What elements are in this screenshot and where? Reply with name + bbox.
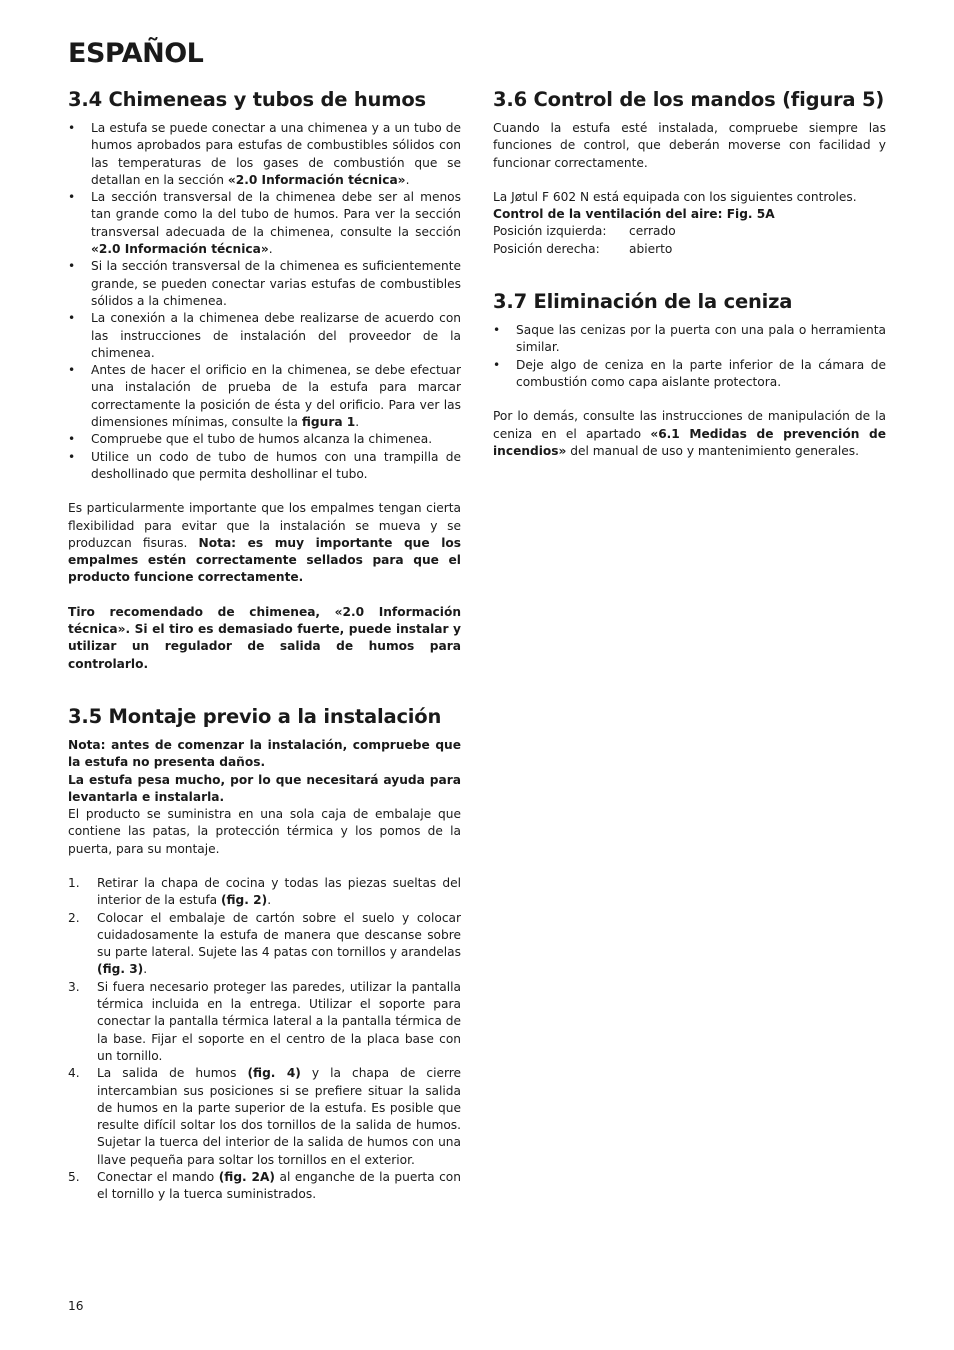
- package-contents-paragraph: El producto se suministra en una sola caja de embalaje que contiene las patas, la protección térmica y los pomos de la puerta, para su montaje.: [68, 807, 461, 856]
- list-item: • Utilice un codo de tubo de humos con una trampilla de deshollinado que permita deshollinar el tubo.: [68, 449, 461, 484]
- position-label: Posición izquierda:: [493, 224, 607, 239]
- position-value: abierto: [629, 241, 673, 256]
- list-item: 2. Colocar el embalaje de cartón sobre el suelo y colocar cuidadosamente la estufa de manera que descanse sobre su parte lateral. Sujete las 4 patas con tornillos y arandelas (fig. 3).: [68, 910, 461, 977]
- connection-flexibility-paragraph: Es particularmente importante que los empalmes tengan cierta flexibilidad para evitar que la instalación se mueva y se produzcan fisuras. Nota: es muy importante que los empalmes estén correctamente sellados para que el producto funcione correctamente.: [68, 501, 462, 585]
- position-row-right: [493, 241, 886, 258]
- weight-note: La estufa pesa mucho, por lo que necesitará ayuda para levantarla e instalarla.: [68, 772, 461, 804]
- air-control-title: Control de la ventilación del aire: Fig. 5A: [493, 207, 775, 222]
- controls-intro-paragraph: La Jøtul F 602 N está equipada con los siguientes controles.: [493, 189, 857, 204]
- list-item: • La estufa se puede conectar a una chimenea y a un tubo de humos aprobados para estufas de combustibles sólidos con las temperaturas de los gases de combustión que se detallan en la sección «2.0 Información técnica».: [68, 120, 461, 189]
- right-column: [493, 86, 886, 460]
- section-3-5-title: 3.5 Montaje previo a la instalación: [68, 704, 442, 728]
- list-item: • Si la sección transversal de la chimenea es suficientemente grande, se pueden conectar varias estufas de combustibles sólidos a la chimenea.: [68, 258, 461, 310]
- list-item: 5. Conectar el mando (fig. 2A) al enganche de la puerta con el tornillo y la tuerca suministrados.: [68, 1170, 461, 1202]
- list-item: 3. Si fuera necesario proteger las paredes, utilizar la pantalla térmica incluida en la entrega. Utilizar el soporte para conectar la pantalla térmica lateral a la pantalla térmica de la base. Fijar el soporte en el centro de la placa base con un tornillo.: [68, 979, 461, 1063]
- page-language-heading: ESPAÑOL: [68, 38, 204, 69]
- ash-handling-paragraph: Por lo demás, consulte las instrucciones de manipulación de la ceniza en el apartado «6.1 Medidas de prevención de incendios» del manual de uso y mantenimiento generales.: [493, 409, 886, 458]
- section-3-4-title: 3.4 Chimeneas y tubos de humos: [68, 88, 426, 111]
- recommended-draft-paragraph: Tiro recomendado de chimenea, «2.0 Información técnica». Si el tiro es demasiado fuerte, puede instalar y utilizar un regulador de salida de humos para controlarlo.: [68, 604, 461, 671]
- list-item: • La conexión a la chimenea debe realizarse de acuerdo con las instrucciones de instalación del proveedor de la chimenea.: [68, 310, 461, 362]
- list-item: • Antes de hacer el orificio en la chimenea, se debe efectuar una instalación de prueba de la estufa para marcar correctamente la posición de ésta y del orificio. Para ver las dimensiones mínimas, consulte la figura 1.: [68, 362, 461, 431]
- position-label: Posición derecha:: [493, 241, 600, 256]
- ash-bullet-list: [493, 322, 886, 391]
- damage-note: Nota: antes de comenzar la instalación, compruebe que la estufa no presenta daños.: [68, 737, 461, 770]
- left-column: [68, 86, 461, 1204]
- list-item: 1. Retirar la chapa de cocina y todas las piezas sueltas del interior de la estufa (fig. 2).: [68, 875, 461, 908]
- section-3-7-title: 3.7 Eliminación de la ceniza: [493, 290, 793, 314]
- chimney-bullet-list: [68, 120, 461, 483]
- list-item: • Saque las cenizas por la puerta con una pala o herramienta similar.: [493, 322, 886, 357]
- list-item: • Compruebe que el tubo de humos alcanza la chimenea.: [68, 431, 461, 448]
- position-value: cerrado: [629, 224, 676, 239]
- controls-check-paragraph: Cuando la estufa esté instalada, compruebe siempre las funciones de control, que deberán moverse con facilidad y funcionar correctamente.: [493, 121, 886, 170]
- page-number: 16: [68, 1299, 84, 1313]
- list-item: • La sección transversal de la chimenea debe ser al menos tan grande como la del tubo de humos. Para ver la sección transversal adecuada de la chimenea, consulte la sección «2.0 Información técnica».: [68, 189, 461, 258]
- position-row-left: [493, 223, 886, 240]
- list-item: 4. La salida de humos (fig. 4) y la chapa de cierre intercambian sus posiciones si se prefiere situar la salida de humos en la parte superior de la estufa. Es posible que resulte difícil soltar los dos tornillos de la salida de humos. Sujetar la tuerca del interior de la salida de humos con una llave pequeña para soltar los tornillos en el exterior.: [68, 1066, 461, 1167]
- list-item: • Deje algo de ceniza en la parte inferior de la cámara de combustión como capa aislante protectora.: [493, 357, 886, 392]
- section-3-6-title: 3.6 Control de los mandos (figura 5): [493, 88, 885, 111]
- assembly-steps-list: [68, 875, 461, 1204]
